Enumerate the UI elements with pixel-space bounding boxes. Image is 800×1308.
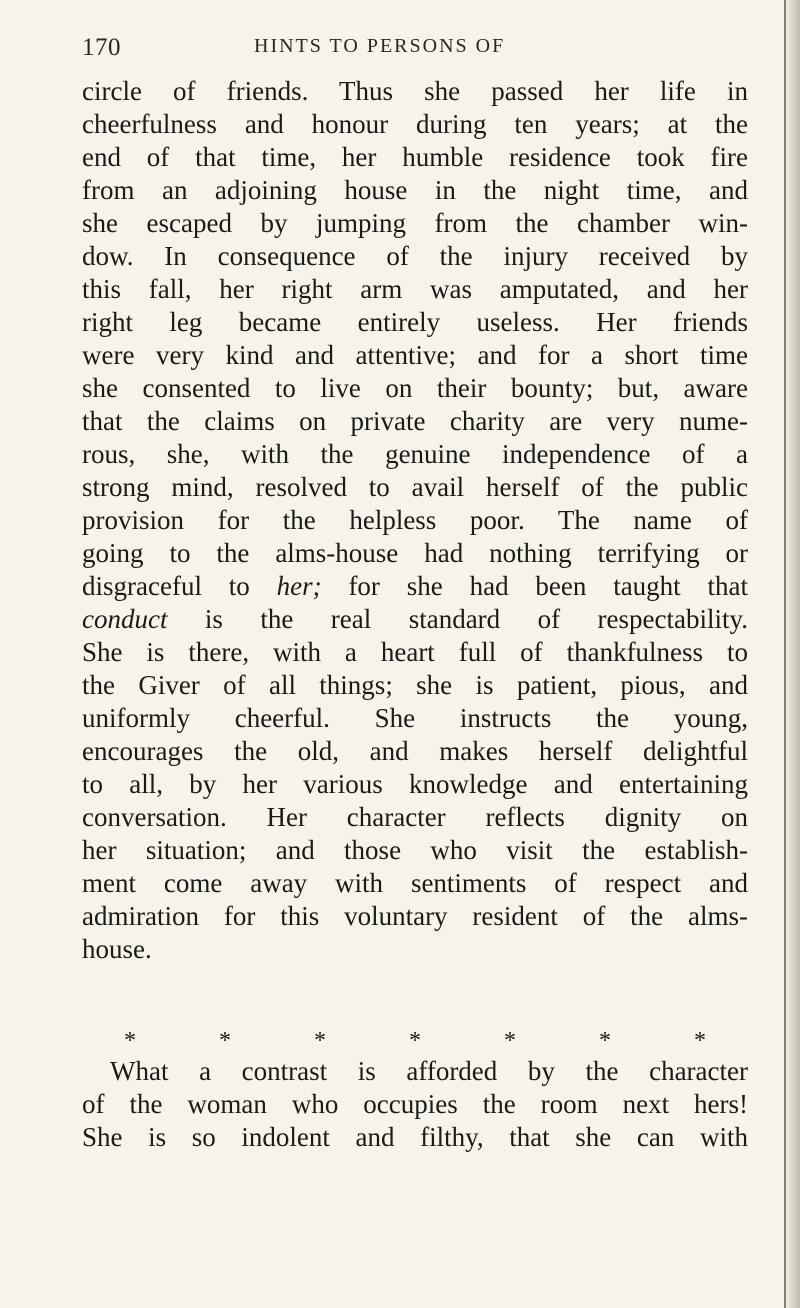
text-line: right leg became entirely useless. Her friends [82, 307, 748, 337]
body-text-continued [82, 1055, 748, 1154]
text-line: she escaped by jumping from the chamber win- [82, 208, 748, 238]
page-header [82, 34, 772, 66]
text-line: provision for the helpless poor. The name of [82, 505, 748, 535]
asterisk: * [124, 1028, 136, 1054]
asterisk: * [314, 1028, 326, 1054]
text-line: dow. In consequence of the injury received by [82, 241, 748, 271]
text-line: encourages the old, and makes herself delightful [82, 736, 748, 766]
text-line: uniformly cheerful. She instructs the young, [82, 703, 748, 733]
text-line: strong mind, resolved to avail herself of the public [82, 472, 748, 502]
text-line: to all, by her various knowledge and entertaining [82, 769, 748, 799]
text-line: house. [82, 934, 152, 964]
text-line: admiration for this voluntary resident of the alms- [82, 901, 748, 931]
asterisk: * [694, 1028, 706, 1054]
text-line: rous, she, with the genuine independence of a [82, 439, 748, 469]
text-line: that the claims on private charity are very nume- [82, 406, 748, 436]
text-line: of the woman who occupies the room next hers! [82, 1089, 748, 1119]
text-segment: for she had been taught that [321, 571, 749, 601]
body-text [82, 75, 748, 966]
text-line: from an adjoining house in the night time, and [82, 175, 748, 205]
text-line-with-italic [82, 570, 748, 603]
text-line: She is there, with a heart full of thankfulness to [82, 637, 748, 667]
text-line: the Giver of all things; she is patient, pious, and [82, 670, 748, 700]
text-segment: disgraceful to [82, 571, 277, 601]
text-line: going to the alms-house had nothing terrifying or [82, 538, 748, 568]
italic-word: conduct [82, 604, 168, 634]
text-line: this fall, her right arm was amputated, and her [82, 274, 748, 304]
asterisk: * [219, 1028, 231, 1054]
running-head: HINTS TO PERSONS OF [254, 35, 506, 57]
text-line: she consented to live on their bounty; but, aware [82, 373, 748, 403]
text-line: conversation. Her character reflects dignity on [82, 802, 748, 832]
asterisk: * [599, 1028, 611, 1054]
text-line: ment come away with sentiments of respect and [82, 868, 748, 898]
page-edge-shadow [784, 0, 800, 1308]
text-line: cheerfulness and honour during ten years; at the [82, 109, 748, 139]
text-line: What a contrast is afforded by the character [110, 1056, 748, 1086]
asterisk: * [504, 1028, 516, 1054]
text-line: She is so indolent and filthy, that she can with [82, 1122, 748, 1152]
asterisk: * [409, 1028, 421, 1054]
text-segment: is the real standard of respectability. [167, 604, 748, 634]
text-line: circle of friends. Thus she passed her life in [82, 76, 748, 106]
section-separator [120, 1028, 710, 1055]
italic-word: her; [276, 571, 322, 601]
page-number: 170 [82, 34, 121, 61]
text-line-with-italic [82, 603, 748, 636]
text-line: end of that time, her humble residence took fire [82, 142, 748, 172]
text-line: were very kind and attentive; and for a short time [82, 340, 748, 370]
text-line: her situation; and those who visit the establish- [82, 835, 748, 865]
